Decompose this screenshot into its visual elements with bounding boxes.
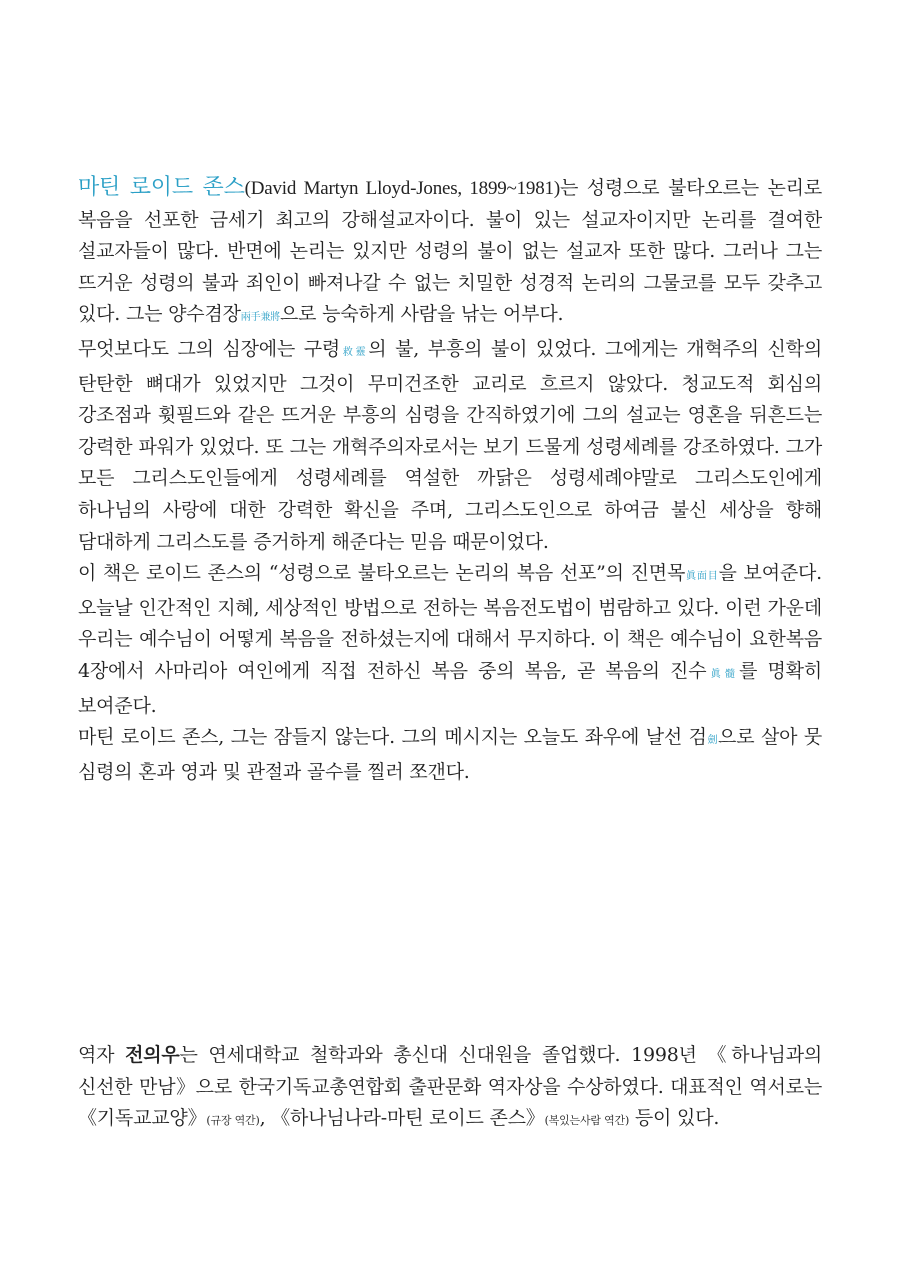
para2-text-1: 무엇보다도 그의 심장에는 구령: [78, 337, 341, 360]
hanja-annotation: 眞面目: [685, 571, 719, 583]
translator-bio: [78, 1040, 822, 1137]
translator-paragraph: [78, 1040, 822, 1137]
author-name: 마틴 로이드 존스: [78, 175, 245, 200]
hanja-annotation: 救靈: [340, 346, 369, 358]
para4-text-1: 마틴 로이드 존스, 그는 잠들지 않는다. 그의 메시지는 오늘도 좌우에 날선 검: [78, 726, 707, 749]
book-description: [78, 172, 822, 788]
closing-paragraph: [78, 722, 822, 788]
publisher-note: (복있는사람 역간): [544, 1114, 630, 1128]
para3-text-2: 을 보여준다. 오늘날 인간적인 지혜, 세상적인 방법으로 전하는 복음전도법이 범람하고 있다. 이런 가운데 우리는 예수님이 어떻게 복음을 전하셨는지에 대해서 무지하다. 이 책은 예수님이 요한복음 4장에서 사마리아 여인에게 직접 전하신 복음 중의 복음, 곧 복음의 진수: [78, 562, 823, 682]
translator-prefix: 역자: [78, 1044, 126, 1066]
para3-text-3: 를 명확히 보여준다.: [78, 659, 822, 717]
translator-text-2: , 《하나님나라-마틴 로이드 존스》: [259, 1107, 545, 1130]
translator-text-1: 는 연세대학교 철학과와 총신대 신대원을 졸업했다. 1998년 《하나님과의 신선한 만남》으로 한국기독교총연합회 출판문화 역자상을 수상하였다. 대표적인 역서로는 《기독교교양》: [78, 1044, 822, 1130]
para4-text-2: 으로 살아 뭇 심령의 혼과 영과 및 관절과 골수를 찔러 쪼갠다.: [78, 726, 822, 783]
para2-text-2: 의 불, 부흥의 불이 있었다. 그에게는 개혁주의 신학의 탄탄한 뼈대가 있었지만 그것이 무미건조한 교리로 흐르지 않았다. 청교도적 회심의 강조점과 휫필드와 같은 뜨거운 부흥의 심령을 간직하였기에 그의 설교는 영혼을 뒤흔드는 강력한 파워가 있었다. 또 그는 개혁주의자로서는 보기 드물게 성령세례를 강조하였다. 그가 모든 그리스도인들에게 성령세례를 역설한 까닭은 성령세례야말로 그리스도인에게 하나님의 사랑에 대한 강력한 확신을 주며, 그리스도인으로 하여금 불신 세상을 향해 담대하게 그리스도를 증거하게 해준다는 믿음 때문이었다.: [78, 337, 822, 553]
intro-paragraph: [78, 172, 822, 334]
book-summary-paragraph: [78, 558, 822, 722]
translator-name: 전의우: [125, 1044, 180, 1066]
para3-text-1: 이 책은 로이드 존스의 “성령으로 불타오르는 논리의 복음 선포”의 진면목: [78, 562, 686, 585]
translator-text-3: 등이 있다.: [629, 1107, 720, 1130]
hanja-annotation: 劍: [706, 735, 719, 747]
intro-text-1: 는 성령으로 불타오르는 논리로 복음을 선포한 금세기 최고의 강해설교자이다. 불이 있는 설교자이지만 논리를 결여한 설교자들이 많다. 반면에 논리는 있지만 성령의 불이 없는 설교자 또한 많다. 그러나 그는 뜨거운 성령의 불과 죄인이 빠져나갈 수 없는 치밀한 성경적 논리의 그물코를 모두 갖추고 있다. 그는 양수겸장: [78, 177, 822, 326]
hanja-annotation: 眞髓: [706, 668, 740, 680]
publisher-note: (규장 역간): [206, 1114, 260, 1128]
revival-paragraph: [78, 334, 822, 558]
intro-text-2: 으로 능숙하게 사람을 낚는 어부다.: [279, 303, 564, 326]
author-latin-name: (David Martyn Lloyd-Jones, 1899~1981): [244, 178, 560, 199]
hanja-annotation: 兩手兼將: [240, 312, 280, 324]
